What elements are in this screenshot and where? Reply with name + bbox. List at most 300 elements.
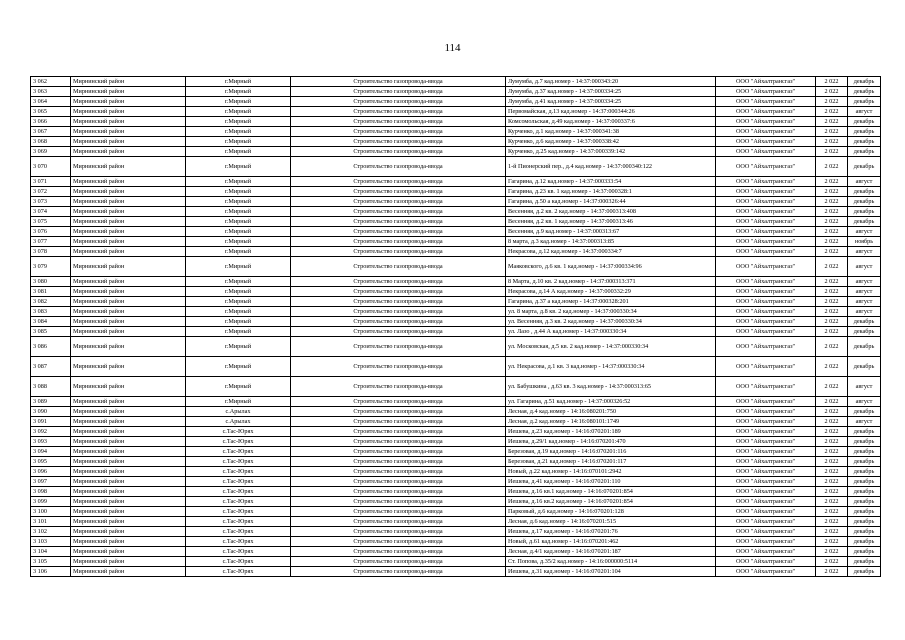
district-cell: Мирнинский район xyxy=(71,127,186,137)
district-cell: Мирнинский район xyxy=(71,227,186,237)
year-cell: 2 022 xyxy=(816,117,848,127)
month-cell: декабрь xyxy=(848,97,881,107)
organization-cell: ООО "Айхалтрансгаз" xyxy=(716,217,816,227)
table-row xyxy=(31,227,881,237)
year-cell: 2 022 xyxy=(816,477,848,487)
address-cell: Лесная, д.4 кад.номер - 14:16:080201:750 xyxy=(506,407,716,417)
month-cell: декабрь xyxy=(848,567,881,577)
address-cell: Курченко, д.6 кад.номер - 14:37:000338:42 xyxy=(506,137,716,147)
organization-cell: ООО "Айхалтрансгаз" xyxy=(716,97,816,107)
district-cell: Мирнинский район xyxy=(71,217,186,227)
address-cell: Весенняя, д.9 кад.номер - 14:37:000313:67 xyxy=(506,227,716,237)
organization-cell: ООО "Айхалтрансгаз" xyxy=(716,527,816,537)
row-number-cell: 3 105 xyxy=(31,557,71,567)
table-row xyxy=(31,217,881,227)
organization-cell: ООО "Айхалтрансгаз" xyxy=(716,447,816,457)
work-type-cell: Строительство газопровода-ввода xyxy=(291,227,506,237)
month-cell: декабрь xyxy=(848,187,881,197)
month-cell: декабрь xyxy=(848,197,881,207)
gas-pipeline-schedule-table xyxy=(30,76,881,577)
year-cell: 2 022 xyxy=(816,177,848,187)
organization-cell: ООО "Айхалтрансгаз" xyxy=(716,507,816,517)
table-row xyxy=(31,477,881,487)
address-cell: Лесная, д.2 кад.номер - 14:16:080101:1749 xyxy=(506,417,716,427)
organization-cell: ООО "Айхалтрансгаз" xyxy=(716,127,816,137)
page-number: 114 xyxy=(444,42,461,54)
work-type-cell: Строительство газопровода-ввода xyxy=(291,457,506,467)
address-cell: Курченко, д.25 кад.номер - 14:37:000339:142 xyxy=(506,147,716,157)
organization-cell: ООО "Айхалтрансгаз" xyxy=(716,427,816,437)
address-cell: Комсомольская, д.49 кад.номер - 14:37:000337:6 xyxy=(506,117,716,127)
district-cell: Мирнинский район xyxy=(71,327,186,337)
district-cell: Мирнинский район xyxy=(71,207,186,217)
month-cell: декабрь xyxy=(848,317,881,327)
work-type-cell: Строительство газопровода-ввода xyxy=(291,107,506,117)
locality-cell: с.Тас-Юрях xyxy=(186,487,291,497)
row-number-cell: 3 071 xyxy=(31,177,71,187)
organization-cell: ООО "Айхалтрансгаз" xyxy=(716,477,816,487)
locality-cell: г.Мирный xyxy=(186,207,291,217)
locality-cell: г.Мирный xyxy=(186,107,291,117)
table-row xyxy=(31,97,881,107)
year-cell: 2 022 xyxy=(816,487,848,497)
locality-cell: с.Тас-Юрях xyxy=(186,447,291,457)
organization-cell: ООО "Айхалтрансгаз" xyxy=(716,277,816,287)
year-cell: 2 022 xyxy=(816,77,848,87)
organization-cell: ООО "Айхалтрансгаз" xyxy=(716,467,816,477)
month-cell: декабрь xyxy=(848,147,881,157)
year-cell: 2 022 xyxy=(816,197,848,207)
district-cell: Мирнинский район xyxy=(71,187,186,197)
row-number-cell: 3 096 xyxy=(31,467,71,477)
work-type-cell: Строительство газопровода-ввода xyxy=(291,277,506,287)
locality-cell: г.Мирный xyxy=(186,77,291,87)
year-cell: 2 022 xyxy=(816,107,848,117)
month-cell: декабрь xyxy=(848,207,881,217)
table-row xyxy=(31,487,881,497)
organization-cell: ООО "Айхалтрансгаз" xyxy=(716,187,816,197)
work-type-cell: Строительство газопровода-ввода xyxy=(291,377,506,397)
district-cell: Мирнинский район xyxy=(71,397,186,407)
row-number-cell: 3 075 xyxy=(31,217,71,227)
address-cell: Иешева, д.16 кв.2 кад.номер - 14:16:070201:854 xyxy=(506,497,716,507)
organization-cell: ООО "Айхалтрансгаз" xyxy=(716,417,816,427)
locality-cell: г.Мирный xyxy=(186,87,291,97)
row-number-cell: 3 083 xyxy=(31,307,71,317)
month-cell: декабрь xyxy=(848,527,881,537)
address-cell: Гагарина, д.37 а кад.номер - 14:37:000328:201 xyxy=(506,297,716,307)
address-cell: Иешева, д.41 кад.номер - 14:16:070201:110 xyxy=(506,477,716,487)
locality-cell: с.Тас-Юрях xyxy=(186,557,291,567)
district-cell: Мирнинский район xyxy=(71,287,186,297)
organization-cell: ООО "Айхалтрансгаз" xyxy=(716,157,816,177)
work-type-cell: Строительство газопровода-ввода xyxy=(291,137,506,147)
work-type-cell: Строительство газопровода-ввода xyxy=(291,507,506,517)
row-number-cell: 3 094 xyxy=(31,447,71,457)
organization-cell: ООО "Айхалтрансгаз" xyxy=(716,537,816,547)
locality-cell: г.Мирный xyxy=(186,297,291,307)
table-row xyxy=(31,197,881,207)
table-row xyxy=(31,407,881,417)
locality-cell: г.Мирный xyxy=(186,257,291,277)
district-cell: Мирнинский район xyxy=(71,497,186,507)
year-cell: 2 022 xyxy=(816,137,848,147)
row-number-cell: 3 102 xyxy=(31,527,71,537)
row-number-cell: 3 074 xyxy=(31,207,71,217)
table-row xyxy=(31,437,881,447)
address-cell: Иешева, д.16 кв.1 кад.номер - 14:16:070201:854 xyxy=(506,487,716,497)
month-cell: август xyxy=(848,287,881,297)
locality-cell: г.Мирный xyxy=(186,237,291,247)
month-cell: август xyxy=(848,247,881,257)
district-cell: Мирнинский район xyxy=(71,297,186,307)
table-row xyxy=(31,377,881,397)
table-row xyxy=(31,147,881,157)
row-number-cell: 3 085 xyxy=(31,327,71,337)
table-row xyxy=(31,527,881,537)
organization-cell: ООО "Айхалтрансгаз" xyxy=(716,557,816,567)
address-cell: ул. Московская, д.5 кв. 2 кад.номер - 14:37:000330:34 xyxy=(506,337,716,357)
address-cell: Иешева, д.23 кад.номер - 14:16:070201:189 xyxy=(506,427,716,437)
row-number-cell: 3 088 xyxy=(31,377,71,397)
work-type-cell: Строительство газопровода-ввода xyxy=(291,97,506,107)
address-cell: ул. Бабушкина , д.63 кв. 3 кад.номер - 14:37:000313:65 xyxy=(506,377,716,397)
table-row xyxy=(31,207,881,217)
work-type-cell: Строительство газопровода-ввода xyxy=(291,307,506,317)
month-cell: декабрь xyxy=(848,477,881,487)
district-cell: Мирнинский район xyxy=(71,407,186,417)
year-cell: 2 022 xyxy=(816,497,848,507)
year-cell: 2 022 xyxy=(816,287,848,297)
address-cell: 8 Марта, д.10 кв. 2 кад.номер - 14:37:000313:371 xyxy=(506,277,716,287)
address-cell: Курченко, д.1 кад.номер - 14:37:000341:38 xyxy=(506,127,716,137)
table-row xyxy=(31,337,881,357)
organization-cell: ООО "Айхалтрансгаз" xyxy=(716,517,816,527)
month-cell: ноябрь xyxy=(848,237,881,247)
address-cell: Лесная, д.4/1 кад.номер - 14:16:070201:187 xyxy=(506,547,716,557)
year-cell: 2 022 xyxy=(816,97,848,107)
month-cell: декабрь xyxy=(848,327,881,337)
table-body xyxy=(31,77,881,577)
district-cell: Мирнинский район xyxy=(71,517,186,527)
district-cell: Мирнинский район xyxy=(71,567,186,577)
work-type-cell: Строительство газопровода-ввода xyxy=(291,327,506,337)
locality-cell: г.Мирный xyxy=(186,327,291,337)
organization-cell: ООО "Айхалтрансгаз" xyxy=(716,117,816,127)
work-type-cell: Строительство газопровода-ввода xyxy=(291,197,506,207)
table-row xyxy=(31,87,881,97)
organization-cell: ООО "Айхалтрансгаз" xyxy=(716,397,816,407)
month-cell: декабрь xyxy=(848,467,881,477)
row-number-cell: 3 066 xyxy=(31,117,71,127)
month-cell: декабрь xyxy=(848,87,881,97)
row-number-cell: 3 099 xyxy=(31,497,71,507)
address-cell: Гагарина, д.50 а кад.номер - 14:37:000326:44 xyxy=(506,197,716,207)
month-cell: декабрь xyxy=(848,497,881,507)
locality-cell: г.Мирный xyxy=(186,157,291,177)
year-cell: 2 022 xyxy=(816,537,848,547)
month-cell: декабрь xyxy=(848,427,881,437)
table-row xyxy=(31,237,881,247)
address-cell: Лумумба, д.37 кад.номер - 14:37:000334:25 xyxy=(506,87,716,97)
year-cell: 2 022 xyxy=(816,327,848,337)
locality-cell: с.Арылах xyxy=(186,417,291,427)
organization-cell: ООО "Айхалтрансгаз" xyxy=(716,147,816,157)
district-cell: Мирнинский район xyxy=(71,357,186,377)
organization-cell: ООО "Айхалтрансгаз" xyxy=(716,227,816,237)
district-cell: Мирнинский район xyxy=(71,487,186,497)
month-cell: декабрь xyxy=(848,507,881,517)
district-cell: Мирнинский район xyxy=(71,307,186,317)
locality-cell: с.Тас-Юрях xyxy=(186,437,291,447)
table-row xyxy=(31,457,881,467)
district-cell: Мирнинский район xyxy=(71,97,186,107)
district-cell: Мирнинский район xyxy=(71,117,186,127)
work-type-cell: Строительство газопровода-ввода xyxy=(291,497,506,507)
address-cell: Иешева, д.17 кад.номер - 14:16:070201:76 xyxy=(506,527,716,537)
address-cell: Некрасова, д.14 А кад.номер - 14:37:000332:29 xyxy=(506,287,716,297)
district-cell: Мирнинский район xyxy=(71,257,186,277)
locality-cell: г.Мирный xyxy=(186,97,291,107)
district-cell: Мирнинский район xyxy=(71,237,186,247)
month-cell: август xyxy=(848,227,881,237)
year-cell: 2 022 xyxy=(816,317,848,327)
table-row xyxy=(31,177,881,187)
row-number-cell: 3 095 xyxy=(31,457,71,467)
table-row xyxy=(31,537,881,547)
table-row xyxy=(31,497,881,507)
locality-cell: г.Мирный xyxy=(186,227,291,237)
work-type-cell: Строительство газопровода-ввода xyxy=(291,557,506,567)
month-cell: декабрь xyxy=(848,127,881,137)
month-cell: август xyxy=(848,397,881,407)
work-type-cell: Строительство газопровода-ввода xyxy=(291,87,506,97)
locality-cell: г.Мирный xyxy=(186,317,291,327)
address-cell: Гагарина, д.12 кад.номер - 14:37:000333:54 xyxy=(506,177,716,187)
row-number-cell: 3 077 xyxy=(31,237,71,247)
locality-cell: г.Мирный xyxy=(186,127,291,137)
organization-cell: ООО "Айхалтрансгаз" xyxy=(716,77,816,87)
month-cell: декабрь xyxy=(848,157,881,177)
year-cell: 2 022 xyxy=(816,557,848,567)
work-type-cell: Строительство газопровода-ввода xyxy=(291,187,506,197)
work-type-cell: Строительство газопровода-ввода xyxy=(291,77,506,87)
table-row xyxy=(31,357,881,377)
district-cell: Мирнинский район xyxy=(71,277,186,287)
work-type-cell: Строительство газопровода-ввода xyxy=(291,177,506,187)
table-row xyxy=(31,327,881,337)
table-row xyxy=(31,307,881,317)
address-cell: Иешева, д.31 кад.номер - 14:16:070201:104 xyxy=(506,567,716,577)
work-type-cell: Строительство газопровода-ввода xyxy=(291,567,506,577)
district-cell: Мирнинский район xyxy=(71,467,186,477)
work-type-cell: Строительство газопровода-ввода xyxy=(291,297,506,307)
address-cell: Весенняя, д.2 кв. 1 кад.номер - 14:37:000313:46 xyxy=(506,217,716,227)
district-cell: Мирнинский район xyxy=(71,427,186,437)
row-number-cell: 3 104 xyxy=(31,547,71,557)
organization-cell: ООО "Айхалтрансгаз" xyxy=(716,297,816,307)
year-cell: 2 022 xyxy=(816,507,848,517)
year-cell: 2 022 xyxy=(816,547,848,557)
row-number-cell: 3 065 xyxy=(31,107,71,117)
district-cell: Мирнинский район xyxy=(71,527,186,537)
district-cell: Мирнинский район xyxy=(71,177,186,187)
locality-cell: г.Мирный xyxy=(186,287,291,297)
organization-cell: ООО "Айхалтрансгаз" xyxy=(716,197,816,207)
district-cell: Мирнинский район xyxy=(71,317,186,327)
year-cell: 2 022 xyxy=(816,417,848,427)
year-cell: 2 022 xyxy=(816,377,848,397)
row-number-cell: 3 067 xyxy=(31,127,71,137)
work-type-cell: Строительство газопровода-ввода xyxy=(291,357,506,377)
work-type-cell: Строительство газопровода-ввода xyxy=(291,487,506,497)
locality-cell: с.Тас-Юрях xyxy=(186,467,291,477)
organization-cell: ООО "Айхалтрансгаз" xyxy=(716,107,816,117)
row-number-cell: 3 091 xyxy=(31,417,71,427)
organization-cell: ООО "Айхалтрансгаз" xyxy=(716,547,816,557)
address-cell: ул. Гагарина, д.51 кад.номер - 14:37:000326:52 xyxy=(506,397,716,407)
row-number-cell: 3 064 xyxy=(31,97,71,107)
year-cell: 2 022 xyxy=(816,337,848,357)
work-type-cell: Строительство газопровода-ввода xyxy=(291,337,506,357)
row-number-cell: 3 101 xyxy=(31,517,71,527)
month-cell: август xyxy=(848,177,881,187)
organization-cell: ООО "Айхалтрансгаз" xyxy=(716,287,816,297)
work-type-cell: Строительство газопровода-ввода xyxy=(291,437,506,447)
locality-cell: с.Тас-Юрях xyxy=(186,507,291,517)
locality-cell: с.Тас-Юрях xyxy=(186,517,291,527)
work-type-cell: Строительство газопровода-ввода xyxy=(291,257,506,277)
work-type-cell: Строительство газопровода-ввода xyxy=(291,127,506,137)
district-cell: Мирнинский район xyxy=(71,147,186,157)
row-number-cell: 3 062 xyxy=(31,77,71,87)
address-cell: Новый, д.61 кад.номер - 14:16:070201:462 xyxy=(506,537,716,547)
row-number-cell: 3 093 xyxy=(31,437,71,447)
work-type-cell: Строительство газопровода-ввода xyxy=(291,447,506,457)
row-number-cell: 3 103 xyxy=(31,537,71,547)
month-cell: декабрь xyxy=(848,557,881,567)
organization-cell: ООО "Айхалтрансгаз" xyxy=(716,317,816,327)
row-number-cell: 3 081 xyxy=(31,287,71,297)
table-row xyxy=(31,547,881,557)
year-cell: 2 022 xyxy=(816,247,848,257)
work-type-cell: Строительство газопровода-ввода xyxy=(291,217,506,227)
organization-cell: ООО "Айхалтрансгаз" xyxy=(716,497,816,507)
locality-cell: с.Тас-Юрях xyxy=(186,497,291,507)
locality-cell: г.Мирный xyxy=(186,247,291,257)
organization-cell: ООО "Айхалтрансгаз" xyxy=(716,87,816,97)
year-cell: 2 022 xyxy=(816,277,848,287)
year-cell: 2 022 xyxy=(816,207,848,217)
row-number-cell: 3 100 xyxy=(31,507,71,517)
locality-cell: г.Мирный xyxy=(186,197,291,207)
address-cell: Парковый, д.6 кад.номер - 14:16:070201:128 xyxy=(506,507,716,517)
year-cell: 2 022 xyxy=(816,307,848,317)
year-cell: 2 022 xyxy=(816,567,848,577)
row-number-cell: 3 086 xyxy=(31,337,71,357)
work-type-cell: Строительство газопровода-ввода xyxy=(291,467,506,477)
work-type-cell: Строительство газопровода-ввода xyxy=(291,117,506,127)
district-cell: Мирнинский район xyxy=(71,137,186,147)
row-number-cell: 3 072 xyxy=(31,187,71,197)
address-cell: Лумумба, д.7 кад.номер - 14:37:000343:20 xyxy=(506,77,716,87)
month-cell: август xyxy=(848,297,881,307)
organization-cell: ООО "Айхалтрансгаз" xyxy=(716,257,816,277)
table-row xyxy=(31,397,881,407)
table-row xyxy=(31,427,881,437)
year-cell: 2 022 xyxy=(816,147,848,157)
table-row xyxy=(31,127,881,137)
district-cell: Мирнинский район xyxy=(71,477,186,487)
address-cell: 8 марта, д.3 кад.номер - 14:37:000313:85 xyxy=(506,237,716,247)
district-cell: Мирнинский район xyxy=(71,87,186,97)
month-cell: декабрь xyxy=(848,487,881,497)
row-number-cell: 3 079 xyxy=(31,257,71,277)
row-number-cell: 3 068 xyxy=(31,137,71,147)
year-cell: 2 022 xyxy=(816,437,848,447)
address-cell: Первомайская, д.13 кад.номер - 14:37:000344:26 xyxy=(506,107,716,117)
locality-cell: с.Тас-Юрях xyxy=(186,547,291,557)
organization-cell: ООО "Айхалтрансгаз" xyxy=(716,377,816,397)
organization-cell: ООО "Айхалтрансгаз" xyxy=(716,567,816,577)
year-cell: 2 022 xyxy=(816,527,848,537)
district-cell: Мирнинский район xyxy=(71,377,186,397)
locality-cell: г.Мирный xyxy=(186,187,291,197)
organization-cell: ООО "Айхалтрансгаз" xyxy=(716,307,816,317)
table-row xyxy=(31,287,881,297)
district-cell: Мирнинский район xyxy=(71,77,186,87)
year-cell: 2 022 xyxy=(816,157,848,177)
row-number-cell: 3 106 xyxy=(31,567,71,577)
table-row xyxy=(31,257,881,277)
organization-cell: ООО "Айхалтрансгаз" xyxy=(716,137,816,147)
row-number-cell: 3 098 xyxy=(31,487,71,497)
year-cell: 2 022 xyxy=(816,87,848,97)
month-cell: декабрь xyxy=(848,447,881,457)
table-row xyxy=(31,107,881,117)
locality-cell: г.Мирный xyxy=(186,147,291,157)
district-cell: Мирнинский район xyxy=(71,447,186,457)
table-row xyxy=(31,157,881,177)
locality-cell: г.Мирный xyxy=(186,117,291,127)
locality-cell: г.Мирный xyxy=(186,357,291,377)
address-cell: ул. Некрасова, д.1 кв. 3 кад.номер - 14:37:000330:34 xyxy=(506,357,716,377)
year-cell: 2 022 xyxy=(816,257,848,277)
table-row xyxy=(31,297,881,307)
month-cell: август xyxy=(848,277,881,287)
locality-cell: г.Мирный xyxy=(186,217,291,227)
table-row xyxy=(31,117,881,127)
work-type-cell: Строительство газопровода-ввода xyxy=(291,547,506,557)
work-type-cell: Строительство газопровода-ввода xyxy=(291,287,506,297)
table-row xyxy=(31,77,881,87)
month-cell: август xyxy=(848,417,881,427)
district-cell: Мирнинский район xyxy=(71,507,186,517)
organization-cell: ООО "Айхалтрансгаз" xyxy=(716,457,816,467)
table-row xyxy=(31,517,881,527)
year-cell: 2 022 xyxy=(816,517,848,527)
locality-cell: с.Тас-Юрях xyxy=(186,477,291,487)
table-row xyxy=(31,247,881,257)
address-cell: ул. Лазо , д.44 А кад.номер - 14:37:000330:34 xyxy=(506,327,716,337)
organization-cell: ООО "Айхалтрансгаз" xyxy=(716,337,816,357)
row-number-cell: 3 080 xyxy=(31,277,71,287)
month-cell: август xyxy=(848,257,881,277)
year-cell: 2 022 xyxy=(816,127,848,137)
month-cell: декабрь xyxy=(848,437,881,447)
work-type-cell: Строительство газопровода-ввода xyxy=(291,477,506,487)
work-type-cell: Строительство газопровода-ввода xyxy=(291,417,506,427)
